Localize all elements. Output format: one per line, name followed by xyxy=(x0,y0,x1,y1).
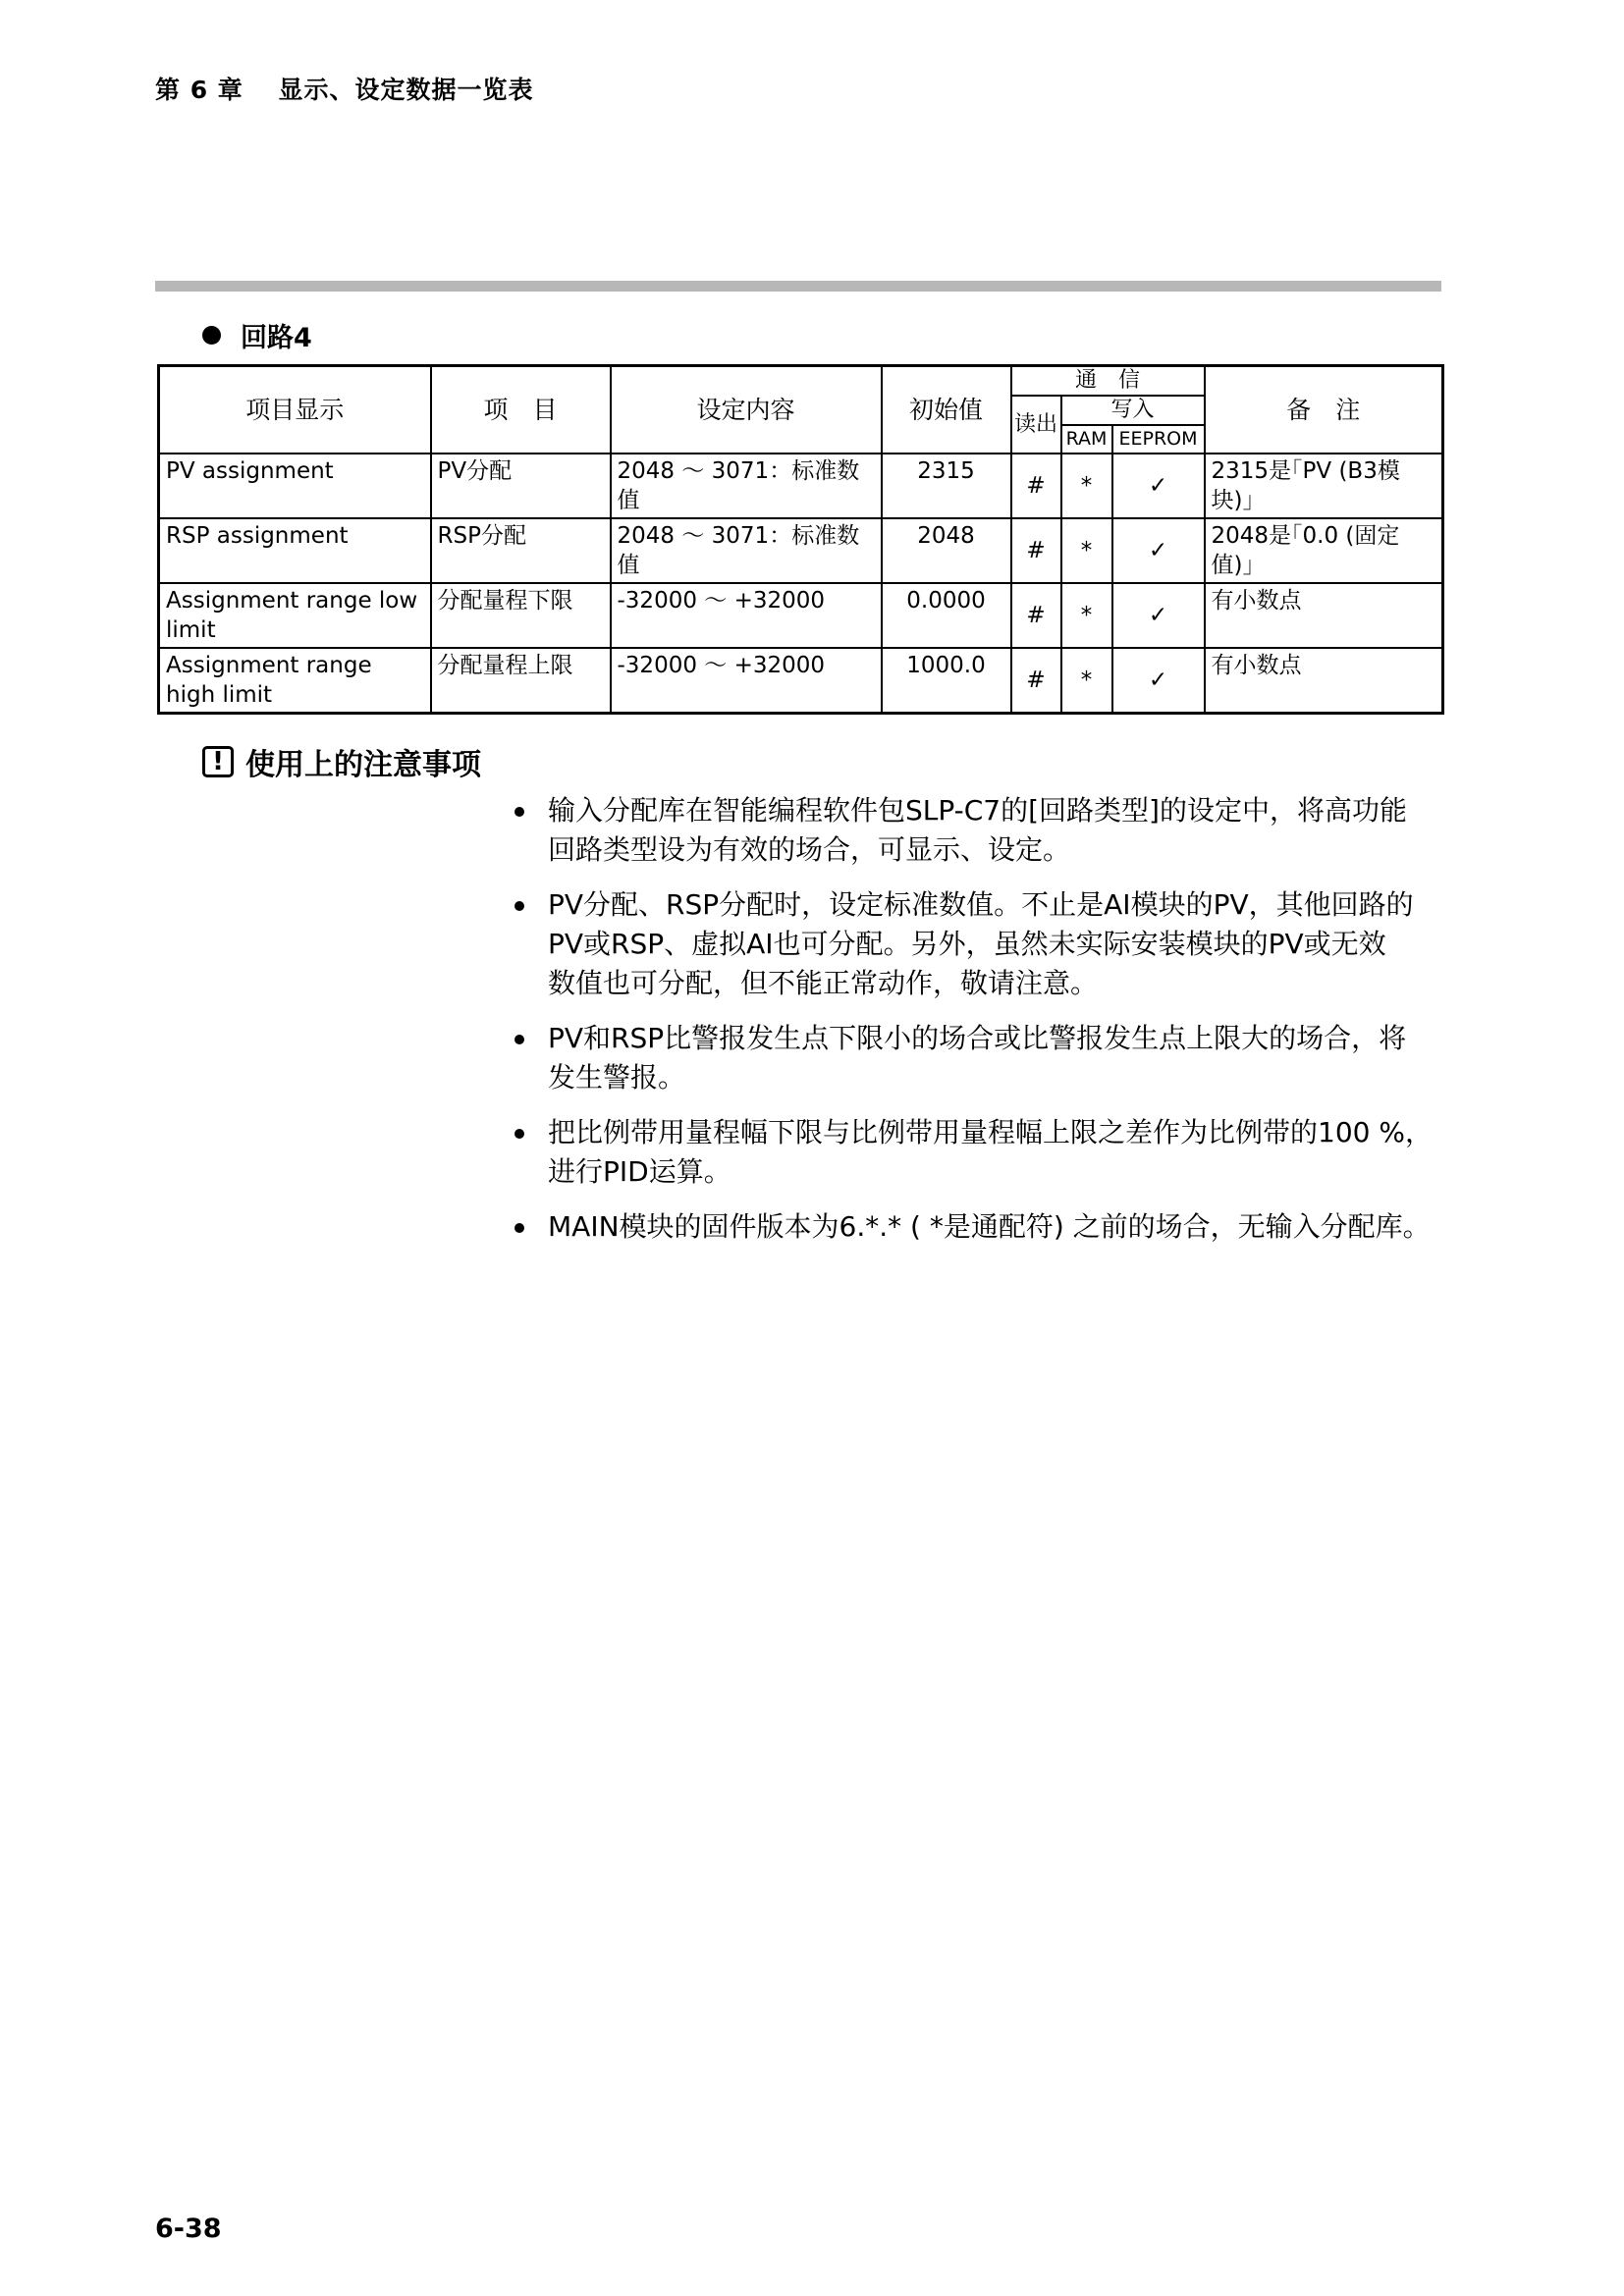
cell-read: # xyxy=(1011,583,1061,648)
cell-content: 2048 ～ 3071：标准数值 xyxy=(611,454,882,518)
header-eeprom: EEPROM xyxy=(1112,425,1205,454)
cell-ram: * xyxy=(1061,454,1112,518)
page-number: 6-38 xyxy=(155,2214,222,2244)
header-read: 读出 xyxy=(1011,396,1061,454)
list-item: PV和RSP比警报发生点下限小的场合或比警报发生点上限大的场合，将 发生警报。 xyxy=(511,1019,1443,1097)
caution-heading xyxy=(202,740,481,783)
header-remarks: 备 注 xyxy=(1205,366,1443,454)
cell-ram: * xyxy=(1061,648,1112,714)
cell-initial: 0.0000 xyxy=(882,583,1011,648)
caution-title: 使用上的注意事项 xyxy=(245,748,481,782)
cell-read: # xyxy=(1011,518,1061,583)
cell-content: -32000 ～ +32000 xyxy=(611,583,882,648)
cell-initial: 2048 xyxy=(882,518,1011,583)
header-initial: 初始值 xyxy=(882,366,1011,454)
check-icon: ✓ xyxy=(1112,583,1205,648)
header-content: 设定内容 xyxy=(611,366,882,454)
cell-remarks: 有小数点 xyxy=(1205,583,1443,648)
cell-initial: 1000.0 xyxy=(882,648,1011,714)
cell-display: Assignment range high limit xyxy=(159,648,431,714)
list-item: 把比例带用量程幅下限与比例带用量程幅上限之差作为比例带的100 %， 进行PID运算。 xyxy=(511,1113,1443,1192)
header-comm: 通 信 xyxy=(1011,366,1205,397)
exclamation-icon: ! xyxy=(202,746,234,777)
cell-display: Assignment range low limit xyxy=(159,583,431,648)
cell-content: 2048 ～ 3071：标准数值 xyxy=(611,518,882,583)
cell-content: -32000 ～ +32000 xyxy=(611,648,882,714)
list-item: PV分配、RSP分配时，设定标准数值。不止是AI模块的PV，其他回路的 PV或RSP、虚拟AI也可分配。另外，虽然未实际安装模块的PV或无效 数值也可分配，但不能正常动作，敬请注意。 xyxy=(511,885,1443,1003)
table-row xyxy=(159,583,1443,648)
list-item: 输入分配库在智能编程软件包SLP-C7的[回路类型]的设定中，将高功能 回路类型设为有效的场合，可显示、设定。 xyxy=(511,791,1443,870)
check-icon: ✓ xyxy=(1112,648,1205,714)
cell-remarks: 有小数点 xyxy=(1205,648,1443,714)
bullet-icon xyxy=(202,326,221,345)
table-row xyxy=(159,518,1443,583)
chapter-heading: 第 6 章 显示、设定数据一览表 xyxy=(155,76,534,104)
header-write: 写入 xyxy=(1061,396,1205,425)
header-display: 项目显示 xyxy=(159,366,431,454)
cell-initial: 2315 xyxy=(882,454,1011,518)
cell-ram: * xyxy=(1061,518,1112,583)
header-item: 项 目 xyxy=(431,366,611,454)
cell-remarks: 2315是｢PV (B3模块)｣ xyxy=(1205,454,1443,518)
cell-item: 分配量程上限 xyxy=(431,648,611,714)
caution-list xyxy=(511,791,1443,1262)
cell-item: 分配量程下限 xyxy=(431,583,611,648)
check-icon: ✓ xyxy=(1112,518,1205,583)
table-row xyxy=(159,648,1443,714)
check-icon: ✓ xyxy=(1112,454,1205,518)
cell-display: RSP assignment xyxy=(159,518,431,583)
section-divider xyxy=(155,281,1441,292)
table-row xyxy=(159,454,1443,518)
settings-table xyxy=(157,364,1444,715)
header-ram: RAM xyxy=(1061,425,1112,454)
cell-item: PV分配 xyxy=(431,454,611,518)
section-title xyxy=(202,316,312,354)
list-item: MAIN模块的固件版本为6.*.* ( *是通配符) 之前的场合，无输入分配库。 xyxy=(511,1207,1443,1247)
cell-remarks: 2048是｢0.0 (固定值)｣ xyxy=(1205,518,1443,583)
cell-display: PV assignment xyxy=(159,454,431,518)
cell-read: # xyxy=(1011,648,1061,714)
section-title-text: 回路4 xyxy=(241,323,312,353)
cell-item: RSP分配 xyxy=(431,518,611,583)
cell-ram: * xyxy=(1061,583,1112,648)
cell-read: # xyxy=(1011,454,1061,518)
